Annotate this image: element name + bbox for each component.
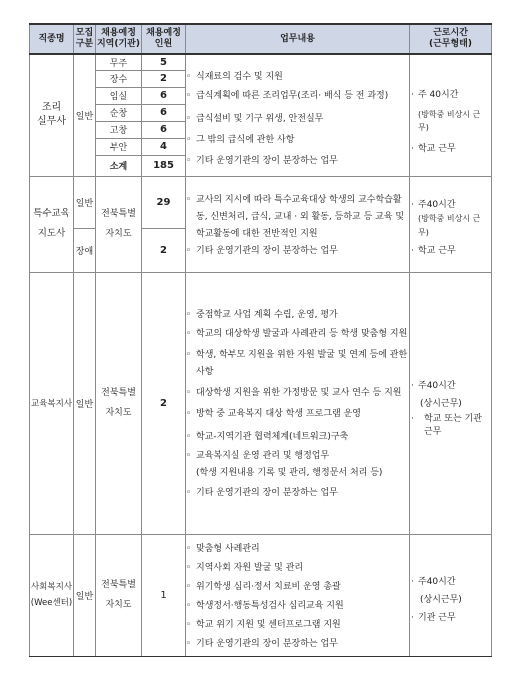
duty-item: ◦ 위기학생 심리·정서 치료비 운영 총괄 bbox=[186, 578, 409, 597]
duty-item: ◦ 맞춤형 사례관리 bbox=[186, 540, 409, 559]
duties-special bbox=[186, 176, 410, 272]
region-name: 부안 bbox=[96, 138, 142, 155]
hour-item: (상시근무) bbox=[420, 595, 462, 605]
headcount: 6 bbox=[142, 104, 186, 121]
duty-item: ◦ 식재료의 검수 및 지원 bbox=[186, 67, 409, 88]
duty-item: ◦ 학교 위기 지원 및 센터프로그램 지원 bbox=[186, 616, 409, 635]
region-name: 장수 bbox=[96, 70, 142, 87]
table-row bbox=[30, 54, 492, 70]
duty-item: ◦ 그 밖의 급식에 관한 사항 bbox=[186, 130, 409, 151]
hour-item: · 학교 또는 기관 근무 bbox=[410, 413, 491, 439]
job-title-special: 특수교육 지도사 bbox=[30, 176, 74, 272]
recruit-type: 일반 bbox=[74, 534, 96, 656]
header-hours: 근로시간 (근무형태) bbox=[410, 24, 492, 54]
headcount: 4 bbox=[142, 138, 186, 155]
job-title-social: 사회복지사 (Wee센터) bbox=[30, 534, 74, 656]
hour-item: · 학교 근무 bbox=[410, 142, 491, 156]
header-duties: 업무내용 bbox=[186, 24, 410, 54]
headcount: 29 bbox=[142, 176, 186, 228]
hour-item: · 주40시간 bbox=[410, 377, 491, 395]
region-name: 전북특별 자치도 bbox=[96, 272, 142, 534]
duty-item: ◦ 학생, 학부모 지원을 위한 자원 발굴 및 연계 등에 관한 사항 bbox=[186, 347, 409, 381]
headcount: 1 bbox=[142, 534, 186, 656]
header-headcount: 채용예정 인원 bbox=[142, 24, 186, 54]
duties-social bbox=[186, 534, 410, 656]
duties-cook bbox=[186, 54, 410, 176]
table-header-row bbox=[30, 24, 492, 54]
duty-item: ◦ 학교의 대상학생 발굴과 사례관리 등 학생 맞춤형 지원 bbox=[186, 326, 409, 343]
hour-item: (방학중 비상시 근무) bbox=[418, 110, 481, 133]
headcount: 2 bbox=[142, 272, 186, 534]
hour-item: (방학중 비상시 근무) bbox=[418, 214, 481, 237]
hours-welfare bbox=[410, 272, 492, 534]
table-row bbox=[30, 176, 492, 228]
headcount: 6 bbox=[142, 121, 186, 138]
table-row bbox=[30, 534, 492, 656]
duties-welfare bbox=[186, 272, 410, 534]
duty-item: ◦ 기타 운영기관의 장이 분장하는 업무 bbox=[186, 151, 409, 172]
hours-social bbox=[410, 534, 492, 656]
duty-item: ◦ 대상학생 지원을 위한 가정방문 및 교사 연수 등 지원 bbox=[186, 385, 409, 402]
hour-item: · 기관 근무 bbox=[410, 609, 491, 627]
hours-cook bbox=[410, 54, 492, 176]
duty-item: ◦ 급식설비 및 기구 위생, 안전실무 bbox=[186, 109, 409, 130]
duty-item: ◦ 학교-지역기관 협력체계(네트워크)구축 bbox=[186, 427, 409, 448]
region-name: 순창 bbox=[96, 104, 142, 121]
job-title-cook: 조리 실무사 bbox=[30, 54, 74, 176]
duty-item: ◦ 기타 운영기관의 장이 분장하는 업무 bbox=[186, 243, 409, 260]
recruitment-table bbox=[29, 23, 492, 657]
headcount: 5 bbox=[142, 54, 186, 70]
region-name: 고창 bbox=[96, 121, 142, 138]
duty-item: ◦ 방학 중 교육복지 대상 학생 프로그램 운영 bbox=[186, 406, 409, 423]
headcount: 2 bbox=[142, 228, 186, 272]
duty-item: ◦ 교사의 지시에 따라 특수교육대상 학생의 교수학습활동, 신변처리, 급식, 교내 · 외 활동, 등하교 등 교육 및 학교활동에 대한 전반적인 지원 bbox=[186, 192, 409, 243]
headcount: 2 bbox=[142, 70, 186, 87]
hour-item: (상시근무) bbox=[420, 399, 462, 409]
hour-item: · 학교 근무 bbox=[410, 244, 491, 258]
duty-item: ◦ 중점학교 사업 계획 수립, 운영, 평가 bbox=[186, 305, 409, 326]
header-region: 채용예정 지역(기관) bbox=[96, 24, 142, 54]
duty-item: ◦ 기타 운영기관의 장이 분장하는 업무 bbox=[186, 635, 409, 654]
subtotal-label: 소계 bbox=[96, 155, 142, 176]
recruit-type: 일반 bbox=[74, 272, 96, 534]
duty-item: ◦ 지역사회 자원 발굴 및 관리 bbox=[186, 559, 409, 578]
hour-item: · 주40시간 bbox=[410, 198, 491, 212]
header-recruit-type: 모집 구분 bbox=[74, 24, 96, 54]
recruit-type: 일반 bbox=[74, 54, 96, 176]
table-row bbox=[30, 272, 492, 534]
region-name: 전북특별 자치도 bbox=[96, 176, 142, 272]
hour-item: · 주40시간 bbox=[410, 573, 491, 591]
headcount: 6 bbox=[142, 87, 186, 104]
duty-item: ◦ 교육복지실 운영 관리 및 행정업무 (학생 지원내용 기록 및 관리, 행정문서 처리 등) bbox=[186, 448, 409, 482]
job-title-welfare: 교육복지사 bbox=[30, 272, 74, 534]
region-name: 전북특별 자치도 bbox=[96, 534, 142, 656]
duty-item: ◦ 기타 운영기관의 장이 분장하는 업무 bbox=[186, 484, 409, 503]
duty-item: ◦ 급식계획에 따른 조리업무(조리· 배식 등 전 과정) bbox=[186, 88, 409, 104]
region-name: 임실 bbox=[96, 87, 142, 104]
hour-item: · 주 40시간 bbox=[410, 88, 491, 102]
header-job-title: 직종명 bbox=[30, 24, 74, 54]
duty-item: ◦ 학생정서·행동특성검사 심리교육 지원 bbox=[186, 597, 409, 616]
recruit-type: 장애 bbox=[74, 228, 96, 272]
recruit-type: 일반 bbox=[74, 176, 96, 228]
region-name: 무주 bbox=[96, 54, 142, 70]
hours-special bbox=[410, 176, 492, 272]
subtotal-value: 185 bbox=[142, 155, 186, 176]
